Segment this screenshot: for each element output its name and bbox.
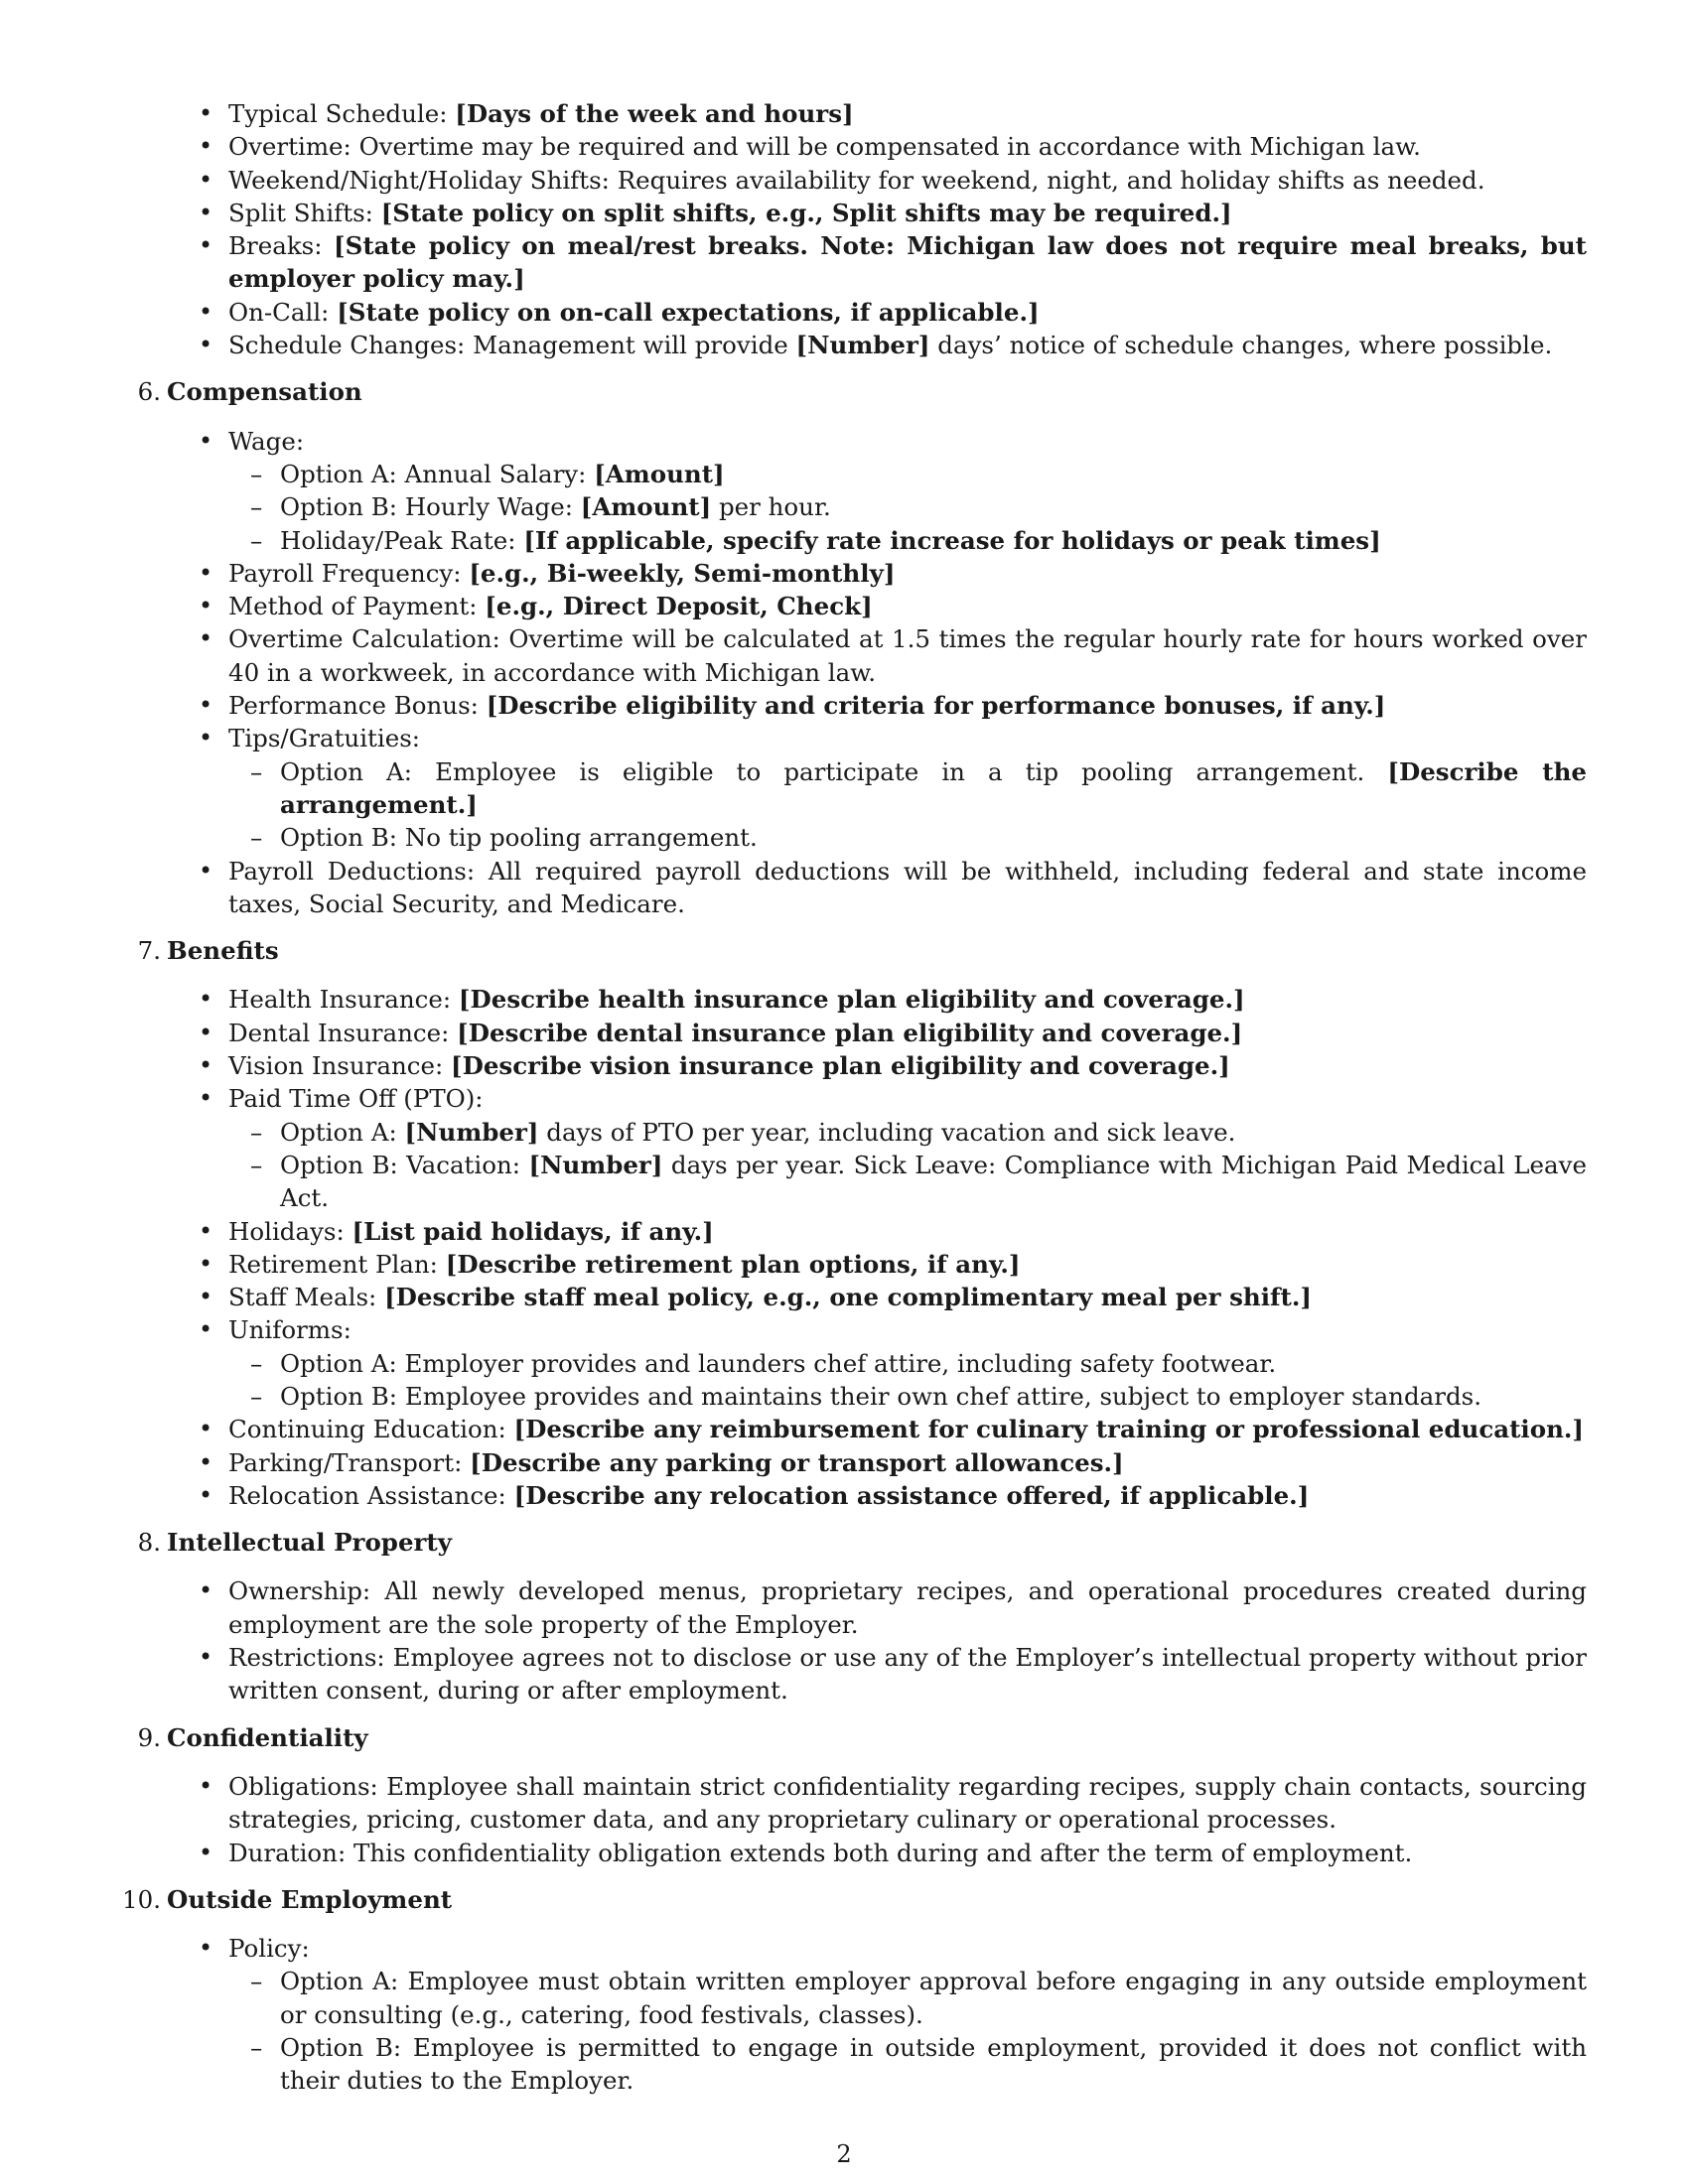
list-item: • Duration: This confidentiality obligation extends both during and after the term of employment.: [228, 1837, 1587, 1869]
placeholder-field: [State policy on split shifts, e.g., Split shifts may be required.]: [380, 198, 1232, 227]
placeholder-field: [Number]: [404, 1117, 539, 1147]
placeholder-field: [Describe any parking or transport allowances.]: [470, 1447, 1124, 1477]
section-number: 6.: [137, 377, 161, 407]
list-item: • Retirement Plan: [Describe retirement plan options, if any.]: [228, 1248, 1587, 1281]
document-body: [122, 97, 1587, 2098]
section-heading-confidentiality: [137, 1721, 1587, 1754]
schedule-list: [167, 97, 1587, 361]
list-item: • Schedule Changes: Management will provide [Number] days’ notice of schedule changes, where possible.: [228, 329, 1587, 361]
uniform-options: [228, 1347, 1587, 1414]
list-item: – Option A: Employer provides and launders chef attire, including safety footwear.: [280, 1347, 1587, 1380]
list-item: • Obligations: Employee shall maintain strict confidentiality regarding recipes, supply chain contacts, sourcing strategies, pricing, customer data, and any proprietary culinary or operational processes.: [228, 1770, 1587, 1837]
list-item: • Tips/Gratuities: – Option A: Employee is eligible to participate in a tip pooling arrangement. [Describe the arrangement.] – Option B: No tip pooling arrangement.: [228, 722, 1587, 854]
placeholder-field: [If applicable, specify rate increase for holidays or peak times]: [523, 525, 1381, 555]
list-item: • Policy: – Option A: Employee must obtain written employer approval before engaging in any outside employment or consulting (e.g., catering, food festivals, classes). – Option B: Employee is permitted to engage in outside employment, provided it does not conflict with their duties to the Employer.: [228, 1932, 1587, 2097]
placeholder-field: [Amount]: [594, 459, 725, 488]
policy-options: [228, 1965, 1587, 2097]
placeholder-field: [Describe eligibility and criteria for performance bonuses, if any.]: [486, 691, 1386, 721]
section-number: 7.: [137, 936, 161, 966]
list-item: • Restrictions: Employee agrees not to disclose or use any of the Employer’s intellectual property without prior written consent, during or after employment.: [228, 1641, 1587, 1707]
list-item: – Option B: Vacation: [Number] days per year. Sick Leave: Compliance with Michigan Paid Medical Leave Act.: [280, 1149, 1587, 1215]
list-item: • Relocation Assistance: [Describe any relocation assistance offered, if applicable.]: [228, 1479, 1587, 1512]
outside-employment-list: [167, 1932, 1587, 2097]
list-item: • Performance Bonus: [Describe eligibility and criteria for performance bonuses, if any.]: [228, 689, 1587, 722]
placeholder-field: [Number]: [795, 331, 930, 360]
list-item: • Overtime Calculation: Overtime will be calculated at 1.5 times the regular hourly rate for hours worked over 40 in a workweek, in accordance with Michigan law.: [228, 622, 1587, 689]
placeholder-field: [Describe any relocation assistance offered, if applicable.]: [513, 1480, 1310, 1510]
pto-options: [228, 1116, 1587, 1215]
placeholder-field: [Describe dental insurance plan eligibility and coverage.]: [457, 1018, 1243, 1047]
section-number: 10.: [122, 1884, 161, 1914]
section-heading-benefits: [137, 934, 1587, 967]
list-item: – Option B: Employee is permitted to engage in outside employment, provided it does not conflict with their duties to the Employer.: [280, 2031, 1587, 2098]
benefits-list: [167, 983, 1587, 1512]
list-item: – Option A: [Number] days of PTO per year, including vacation and sick leave.: [280, 1116, 1587, 1149]
page-number: 2: [836, 2140, 852, 2168]
list-item: – Option B: Employee provides and maintains their own chef attire, subject to employer standards.: [280, 1380, 1587, 1413]
list-item: • Dental Insurance: [Describe dental insurance plan eligibility and coverage.]: [228, 1017, 1587, 1049]
list-item: • Staff Meals: [Describe staff meal policy, e.g., one complimentary meal per shift.]: [228, 1281, 1587, 1313]
wage-options: [228, 458, 1587, 557]
placeholder-field: [Describe the arrangement.]: [280, 756, 1587, 819]
list-item: • Health Insurance: [Describe health insurance plan eligibility and coverage.]: [228, 983, 1587, 1016]
list-item: – Option B: Hourly Wage: [Amount] per hour.: [280, 490, 1587, 523]
list-item: • Breaks: [State policy on meal/rest breaks. Note: Michigan law does not require meal breaks, but employer policy may.]: [228, 229, 1587, 296]
list-item: • Vision Insurance: [Describe vision insurance plan eligibility and coverage.]: [228, 1049, 1587, 1082]
list-item: • Paid Time Off (PTO): – Option A: [Number] days of PTO per year, including vacation and sick leave. – Option B: Vacation: [Number] days per year. Sick Leave: Compliance with Michigan Paid Medical Leave Act.: [228, 1082, 1587, 1214]
list-item: – Holiday/Peak Rate: [If applicable, specify rate increase for holidays or peak times]: [280, 524, 1587, 557]
placeholder-field: [Describe vision insurance plan eligibility and coverage.]: [451, 1051, 1230, 1081]
section-number: 9.: [137, 1722, 161, 1752]
list-item: • Continuing Education: [Describe any reimbursement for culinary training or professional education.]: [228, 1413, 1587, 1445]
list-item: – Option A: Annual Salary: [Amount]: [280, 458, 1587, 490]
list-item: – Option A: Employee must obtain written employer approval before engaging in any outside employment or consulting (e.g., catering, food festivals, classes).: [280, 1965, 1587, 2031]
placeholder-field: [Describe health insurance plan eligibility and coverage.]: [458, 985, 1245, 1015]
section-heading-intellectual-property: [137, 1526, 1587, 1559]
list-item: – Option A: Employee is eligible to participate in a tip pooling arrangement. [Describe the arrangement.]: [280, 755, 1587, 822]
list-item: • Weekend/Night/Holiday Shifts: Requires availability for weekend, night, and holiday shifts as needed.: [228, 164, 1587, 197]
placeholder-field: [Describe retirement plan options, if any.]: [445, 1249, 1021, 1279]
placeholder-field: [State policy on on-call expectations, if applicable.]: [337, 297, 1040, 327]
list-item: – Option B: No tip pooling arrangement.: [280, 821, 1587, 854]
tips-options: [228, 755, 1587, 855]
placeholder-field: [Number]: [528, 1150, 663, 1179]
section-heading-compensation: [137, 375, 1587, 408]
section-number: 8.: [137, 1528, 161, 1558]
section-title: Outside Employment: [167, 1884, 453, 1914]
list-item: • Holidays: [List paid holidays, if any.]: [228, 1215, 1587, 1248]
ip-list: [167, 1574, 1587, 1706]
placeholder-field: [e.g., Bi-weekly, Semi-monthly]: [469, 558, 896, 588]
list-item: • Ownership: All newly developed menus, proprietary recipes, and operational procedures created during employment are the sole property of the Employer.: [228, 1574, 1587, 1641]
section-title: Intellectual Property: [167, 1528, 452, 1558]
list-item: • Method of Payment: [e.g., Direct Deposit, Check]: [228, 590, 1587, 622]
list-item: • On-Call: [State policy on on-call expectations, if applicable.]: [228, 296, 1587, 329]
list-item: • Uniforms: – Option A: Employer provides and launders chef attire, including safety footwear. – Option B: Employee provides and maintains their own chef attire, subject to employer standards.: [228, 1313, 1587, 1413]
placeholder-field: [Describe staff meal policy, e.g., one complimentary meal per shift.]: [384, 1283, 1312, 1312]
placeholder-field: [e.g., Direct Deposit, Check]: [485, 592, 873, 621]
section-title: Confidentiality: [167, 1722, 368, 1752]
list-item: • Overtime: Overtime may be required and will be compensated in accordance with Michigan law.: [228, 130, 1587, 163]
list-item: • Split Shifts: [State policy on split shifts, e.g., Split shifts may be required.]: [228, 197, 1587, 229]
placeholder-field: [State policy on meal/rest breaks. Note: Michigan law does not require meal breaks, but employer policy may.]: [228, 231, 1587, 294]
section-heading-outside-employment: [122, 1883, 1587, 1916]
placeholder-field: [Describe any reimbursement for culinary training or professional education.]: [513, 1415, 1585, 1444]
placeholder-field: [List paid holidays, if any.]: [352, 1216, 714, 1246]
placeholder-field: [Days of the week and hours]: [455, 99, 854, 128]
list-item: • Payroll Deductions: All required payroll deductions will be withheld, including federal and state income taxes, Social Security, and Medicare.: [228, 855, 1587, 921]
placeholder-field: [Amount]: [580, 492, 712, 522]
list-item: • Typical Schedule: [Days of the week and hours]: [228, 97, 1587, 130]
confidentiality-list: [167, 1770, 1587, 1869]
list-item: • Parking/Transport: [Describe any parking or transport allowances.]: [228, 1446, 1587, 1479]
list-item: • Payroll Frequency: [e.g., Bi-weekly, Semi-monthly]: [228, 557, 1587, 590]
list-item: • Wage: – Option A: Annual Salary: [Amount] – Option B: Hourly Wage: [Amount] per hour. – Holiday/Peak Rate: [If applicable, specify rate increase for holidays or peak times]: [228, 425, 1587, 557]
section-title: Benefits: [167, 936, 279, 966]
compensation-list: [167, 425, 1587, 920]
section-title: Compensation: [167, 377, 362, 407]
